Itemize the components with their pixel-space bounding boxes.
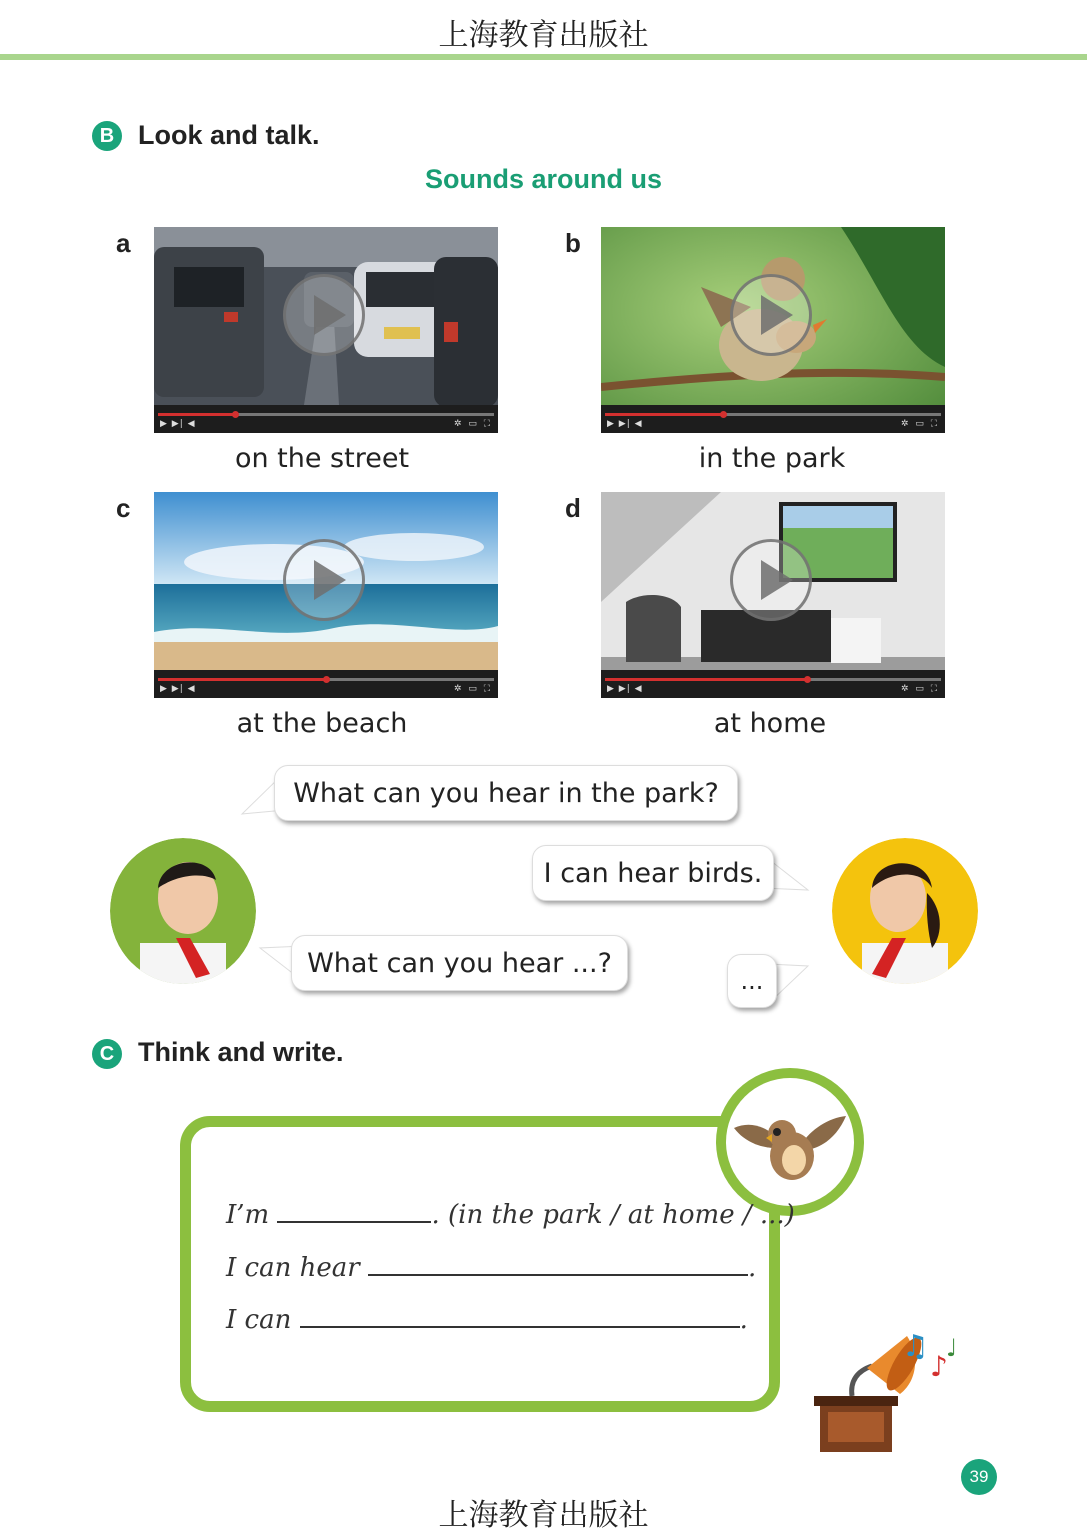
video-controls [601, 405, 945, 433]
dialogue-question-2: What can you hear ...? [291, 935, 628, 991]
blank-location[interactable] [277, 1221, 431, 1223]
blank-can[interactable] [300, 1326, 740, 1328]
publisher-bottom: 上海教育出版社 [438, 1498, 649, 1533]
progress-track[interactable] [158, 413, 494, 416]
video-controls [154, 405, 498, 433]
playback-controls-icon[interactable]: ▶ ▶| ◀ [607, 684, 643, 694]
bird-badge [716, 1068, 864, 1216]
playback-controls-icon[interactable]: ▶ ▶| ◀ [160, 419, 196, 429]
gramophone-icon [812, 1316, 972, 1456]
caption-park: in the park [698, 443, 846, 474]
publisher-top: 上海教育出版社 [0, 10, 1087, 54]
caption-home: at home [713, 708, 827, 739]
blank-hear[interactable] [368, 1274, 748, 1276]
video-letter-a: a [116, 228, 131, 258]
video-letter-b: b [565, 228, 581, 258]
play-button-icon[interactable] [283, 274, 365, 356]
page-number-badge: 39 [961, 1459, 997, 1495]
section-c-badge: C [92, 1039, 122, 1069]
settings-fullscreen-icon[interactable]: ✲ ▭ ⛶ [900, 419, 939, 429]
section-b-badge: B [92, 121, 122, 151]
section-b-title: Look and talk. [138, 120, 320, 150]
playback-controls-icon[interactable]: ▶ ▶| ◀ [160, 684, 196, 694]
svg-text:♪: ♪ [930, 1350, 948, 1383]
play-button-icon[interactable] [283, 539, 365, 621]
section-subtitle: Sounds around us [424, 164, 662, 194]
writing-line-3: I can . [226, 1305, 748, 1335]
progress-track[interactable] [605, 413, 941, 416]
video-street[interactable] [154, 227, 498, 433]
writing-line-2: I can hear . [226, 1253, 757, 1283]
bird-icon [716, 1068, 864, 1216]
play-button-icon[interactable] [730, 539, 812, 621]
video-park[interactable] [601, 227, 945, 433]
progress-track[interactable] [158, 678, 494, 681]
section-c-title: Think and write. [138, 1037, 344, 1067]
video-controls [601, 670, 945, 698]
progress-track[interactable] [605, 678, 941, 681]
video-letter-c: c [116, 493, 131, 523]
writing-line-1: I’m . (in the park / at home / ...) [226, 1200, 795, 1230]
girl-avatar [832, 838, 978, 984]
video-letter-d: d [565, 493, 581, 523]
dialogue-answer-1: I can hear birds. [532, 845, 774, 901]
play-button-icon[interactable] [730, 274, 812, 356]
caption-street: on the street [234, 443, 410, 474]
video-controls [154, 670, 498, 698]
settings-fullscreen-icon[interactable]: ✲ ▭ ⛶ [900, 684, 939, 694]
dialogue-question-1: What can you hear in the park? [274, 765, 738, 821]
playback-controls-icon[interactable]: ▶ ▶| ◀ [607, 419, 643, 429]
video-beach[interactable] [154, 492, 498, 698]
svg-text:♩: ♩ [946, 1334, 958, 1362]
settings-fullscreen-icon[interactable]: ✲ ▭ ⛶ [453, 419, 492, 429]
svg-text:♫: ♫ [902, 1329, 929, 1364]
video-home[interactable] [601, 492, 945, 698]
settings-fullscreen-icon[interactable]: ✲ ▭ ⛶ [453, 684, 492, 694]
boy-avatar [110, 838, 256, 984]
caption-beach: at the beach [236, 708, 408, 739]
dialogue-answer-2: ... [727, 954, 777, 1008]
